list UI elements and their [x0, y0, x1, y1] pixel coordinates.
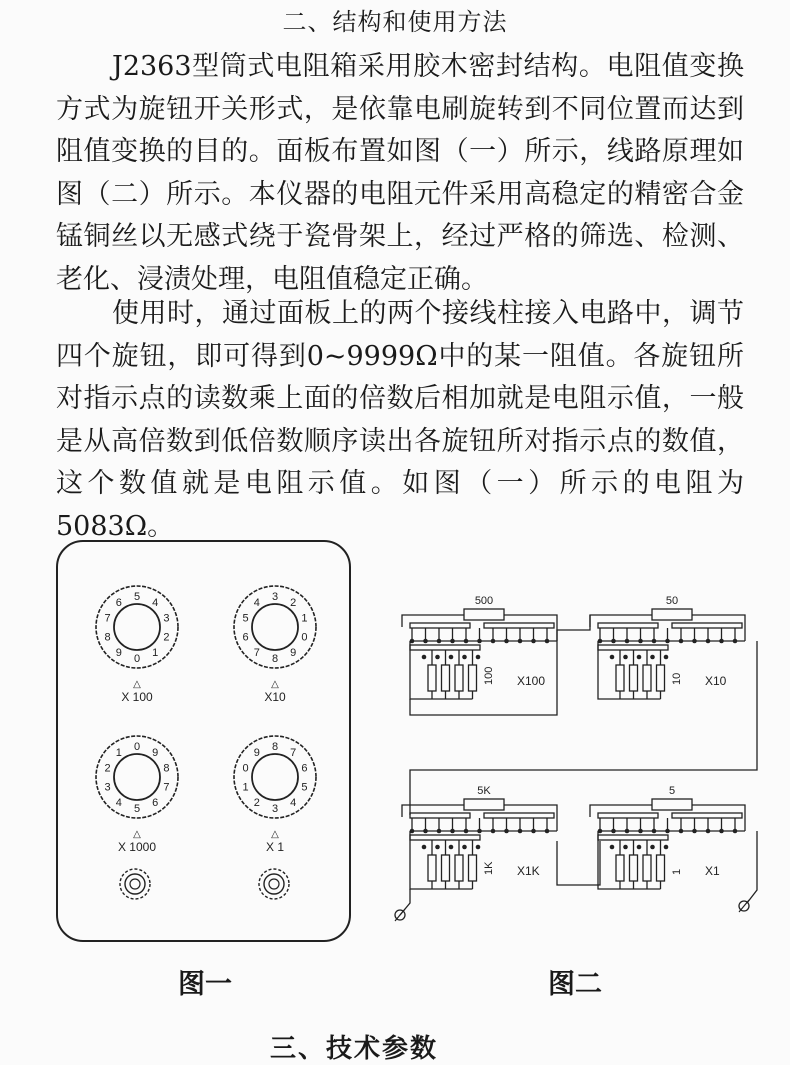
knob-digit: 0	[133, 653, 141, 665]
vertical-resistor	[455, 855, 463, 881]
knob-digit: 6	[301, 762, 308, 775]
busbar	[484, 623, 554, 628]
figure-2-circuit	[390, 585, 770, 925]
vertical-resistor	[428, 665, 436, 691]
block-multiplier-label: X1K	[517, 864, 540, 878]
vertical-resistor	[428, 855, 436, 881]
knob-digit: 7	[104, 612, 111, 625]
knob-digit: 3	[271, 803, 279, 815]
busbar	[484, 813, 554, 818]
knob-digit: 1	[301, 612, 308, 625]
knob-digit: 2	[104, 762, 111, 775]
knob-digit: 5	[133, 803, 141, 815]
connection-wire	[410, 641, 757, 815]
circuit-block-x1	[590, 785, 745, 889]
knob-digit: 3	[163, 612, 170, 625]
next-section-heading: 三、技术参数	[270, 1034, 439, 1064]
knob-digit: 5	[301, 781, 308, 794]
multiplier-label: X 1000	[117, 840, 157, 854]
indicator-marker: △	[271, 829, 279, 840]
knob-digit: 6	[242, 631, 249, 644]
knob-digit: 6	[152, 797, 159, 810]
vertical-resistor	[643, 855, 651, 881]
busbar	[598, 623, 658, 628]
knob-x100[interactable]	[96, 586, 178, 704]
vertical-resistor-value: 1K	[483, 861, 495, 875]
busbar	[410, 623, 470, 628]
knob-digit: 1	[152, 647, 159, 660]
knob-x10[interactable]	[234, 586, 316, 704]
vertical-resistor-value: 100	[483, 666, 495, 685]
block-multiplier-label: X1	[705, 864, 720, 878]
busbar	[410, 813, 470, 818]
vertical-resistor	[469, 665, 477, 691]
paragraph-usage: 使用时，通过面板上的两个接线柱接入电路中，调节四个旋钮，即可得到0~9999Ω中的某一阻值。各旋钮所对指示点的读数乘上面的倍数后相加就是电阻示值，一般是从高倍数到低倍数顺序读出各旋钮所对指示点的数值，这个数值就是电阻示值。如图（一）所示的电阻为5083Ω。	[56, 298, 744, 542]
knob-digit: 2	[290, 596, 297, 609]
figure-1-caption: 图一	[178, 969, 232, 1000]
busbar	[672, 623, 742, 628]
indicator-marker: △	[271, 679, 279, 690]
knob-digit: 3	[271, 591, 279, 603]
busbar	[598, 645, 668, 650]
vertical-resistor-value: 10	[671, 672, 683, 685]
block-multiplier-label: X10	[705, 674, 727, 688]
knob-digit: 3	[104, 781, 111, 794]
busbar	[672, 813, 742, 818]
top-resistor	[652, 609, 692, 620]
knob-digit: 2	[253, 797, 260, 810]
knob-digit: 6	[115, 596, 122, 609]
knob-digit: 0	[301, 631, 308, 644]
indicator-marker: △	[133, 679, 141, 690]
knob-digit: 7	[290, 746, 297, 759]
vertical-resistor	[442, 665, 450, 691]
knob-digit: 7	[163, 781, 170, 794]
knob-digit: 9	[115, 647, 122, 660]
multiplier-label: X10	[264, 690, 286, 704]
top-resistor	[652, 799, 692, 810]
connection-wire	[747, 831, 757, 903]
vertical-resistor	[455, 665, 463, 691]
busbar	[410, 835, 480, 840]
vertical-resistor	[643, 665, 651, 691]
busbar	[598, 813, 658, 818]
knob-digit: 7	[253, 647, 260, 660]
indicator-marker: △	[133, 829, 141, 840]
knob-digit: 8	[271, 653, 279, 665]
connection-wire	[557, 841, 600, 885]
vertical-resistor	[657, 665, 665, 691]
vertical-resistor	[657, 855, 665, 881]
figure-2-caption: 图二	[548, 969, 602, 1000]
top-resistor-value: 5K	[477, 785, 491, 797]
binding-post-left	[120, 869, 150, 899]
vertical-resistor	[469, 855, 477, 881]
knob-digit: 4	[152, 596, 159, 609]
vertical-resistor-value: 1	[671, 868, 683, 875]
knob-x1[interactable]	[234, 736, 316, 854]
vertical-resistor	[630, 855, 638, 881]
top-resistor-value: 500	[474, 595, 494, 607]
top-resistor-value: 50	[665, 595, 679, 607]
circuit-block-x100	[402, 595, 557, 699]
knob-x1000[interactable]	[96, 736, 178, 854]
knob-digit: 0	[242, 762, 249, 775]
busbar	[410, 645, 480, 650]
top-resistor-value: 5	[668, 785, 676, 797]
knob-digit: 2	[163, 631, 170, 644]
vertical-resistor	[442, 855, 450, 881]
vertical-resistor	[616, 855, 624, 881]
section-heading: 二、结构和使用方法	[282, 8, 508, 36]
multiplier-label: X 100	[121, 690, 153, 704]
knob-digit: 8	[271, 741, 279, 753]
circuit-block-x10	[590, 595, 745, 699]
top-resistor	[464, 799, 504, 810]
busbar	[598, 835, 668, 840]
knob-digit: 4	[290, 797, 297, 810]
binding-post-right	[259, 869, 289, 899]
knob-digit: 9	[290, 647, 297, 660]
knob-digit: 0	[133, 741, 141, 753]
paragraph-structure: J2363型筒式电阻箱采用胶木密封结构。电阻值变换方式为旋钮开关形式，是依靠电刷旋转到不同位置而达到阻值变换的目的。面板布置如图（一）所示，线路原理如图（二）所示。本仪器的电阻元件采用高稳定的精密合金锰铜丝以无感式绕于瓷骨架上，经过严格的筛选、检测、老化、浸渍处理，电阻值稳定正确。	[56, 51, 744, 295]
knob-digit: 8	[104, 631, 111, 644]
circuit-block-x1k	[402, 785, 557, 889]
circuit-layer	[395, 595, 757, 921]
knob-digit: 4	[115, 797, 122, 810]
knob-digit: 8	[163, 762, 170, 775]
block-multiplier-label: X100	[517, 674, 546, 688]
vertical-resistor	[616, 665, 624, 691]
knob-digit: 1	[242, 781, 249, 794]
connection-wire	[400, 889, 410, 915]
figure-1-panel	[55, 537, 355, 947]
knobs-layer	[96, 586, 316, 854]
knob-digit: 5	[133, 591, 141, 603]
connection-wire	[410, 615, 590, 715]
knob-digit: 1	[115, 746, 122, 759]
multiplier-label: X 1	[265, 840, 285, 854]
knob-digit: 5	[242, 612, 249, 625]
vertical-resistor	[630, 665, 638, 691]
knob-digit: 9	[253, 746, 260, 759]
top-resistor	[464, 609, 504, 620]
knob-digit: 9	[152, 746, 159, 759]
knob-digit: 4	[253, 596, 260, 609]
